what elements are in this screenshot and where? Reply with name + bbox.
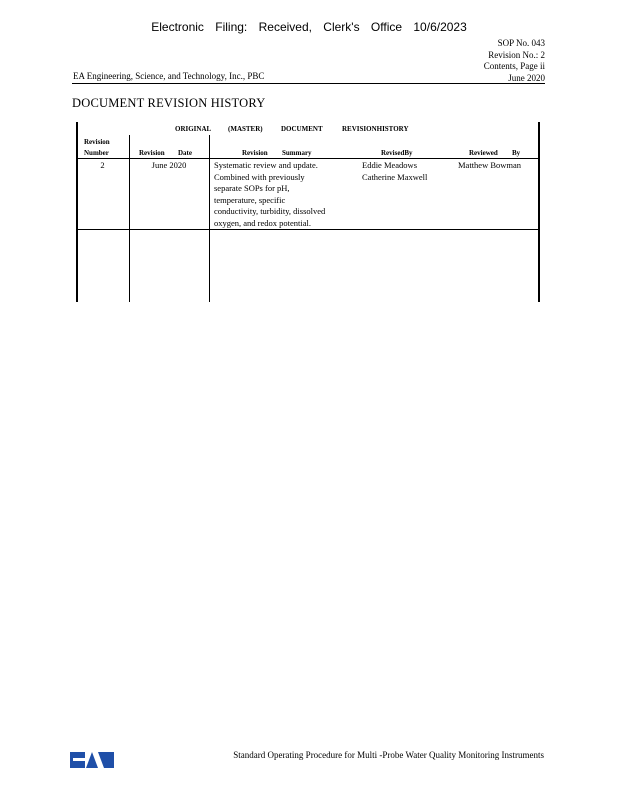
header-date: June 2020	[508, 72, 545, 83]
table-row-rule	[76, 229, 540, 230]
col-header-revision-number: Number	[84, 149, 109, 157]
table-border-left	[76, 122, 78, 302]
col-header-revision-date: Revision	[139, 149, 165, 157]
cell-revised-by	[362, 160, 427, 183]
table-header-rule	[76, 158, 540, 159]
cell-reviewed-by: Matthew Bowman	[458, 160, 522, 170]
ea-logo	[70, 748, 114, 777]
summary-line: Combined with previously	[214, 171, 305, 182]
sop-header-block	[484, 38, 545, 84]
logo-cut	[73, 758, 85, 761]
company-name: EA Engineering, Science, and Technology, Inc., PBC	[73, 71, 265, 81]
revision-number: Revision No.: 2	[488, 49, 545, 60]
summary-line: separate SOPs for pH,	[214, 183, 290, 193]
revision-history-table	[76, 122, 540, 302]
ea-logo-icon	[70, 748, 114, 772]
col-header-reviewed-by: By	[512, 149, 521, 157]
header-divider	[72, 83, 545, 84]
table-divider	[209, 135, 210, 302]
col-header-revised-by: RevisedBy	[381, 149, 413, 157]
col-header-reviewed-by: Reviewed	[469, 149, 498, 157]
filing-stamp: Electronic Filing: Received, Clerk's Office 10/6/2023	[151, 20, 467, 34]
col-header-revision-date: Date	[178, 149, 192, 157]
sop-number: SOP No. 043	[497, 38, 545, 48]
col-header-summary: Revision	[242, 149, 268, 157]
contents-page: Contents, Page ii	[483, 61, 545, 71]
banner-word: (MASTER)	[228, 125, 263, 133]
revised-by-name: Catherine Maxwell	[362, 171, 428, 182]
table-border-right	[538, 122, 540, 302]
summary-line: oxygen, and redox potential.	[214, 217, 312, 228]
banner-word: REVISIONHISTORY	[342, 125, 409, 133]
col-header-summary: Summary	[282, 149, 312, 157]
revised-by-name: Eddie Meadows	[362, 160, 418, 170]
cell-revision-date: June 2020	[151, 160, 187, 170]
footer-title: Standard Operating Procedure for Multi -Probe Water Quality Monitoring Instruments	[233, 750, 544, 760]
banner-word: ORIGINAL	[175, 125, 212, 133]
banner-word: DOCUMENT	[281, 125, 323, 133]
document-title: DOCUMENT REVISION HISTORY	[72, 96, 266, 110]
cell-revision-number: 2	[100, 160, 105, 170]
cell-revision-summary	[214, 160, 325, 229]
summary-line: temperature, specific	[214, 194, 286, 205]
col-header-revision-number: Revision	[84, 138, 110, 146]
summary-line: conductivity, turbidity, dissolved	[214, 206, 326, 216]
logo-block	[98, 752, 114, 768]
logo-block	[86, 752, 98, 768]
summary-line: Systematic review and update.	[214, 160, 318, 170]
